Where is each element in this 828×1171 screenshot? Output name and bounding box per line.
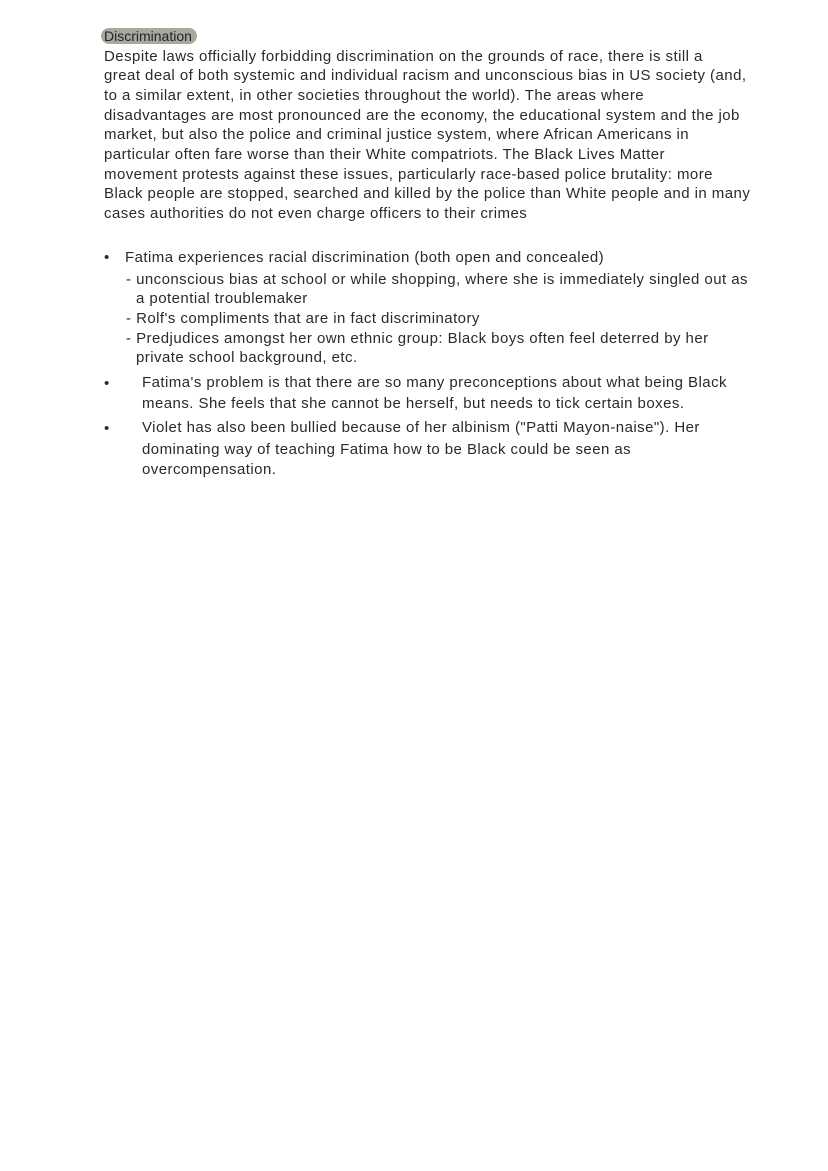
paragraph-line: market, but also the police and criminal justice system, where African Americans in [104, 126, 690, 143]
paragraph-line: Despite laws officially forbidding discrimination on the grounds of race, there is still a [104, 48, 703, 65]
section-heading: Discrimination [101, 28, 197, 44]
paragraph-line: to a similar extent, in other societies throughout the world). The areas where [104, 87, 645, 104]
sub-item-text: private school background, etc. [136, 349, 358, 366]
list-item-text: overcompensation. [142, 461, 277, 478]
list-item-text: Fatima experiences racial discrimination (both open and concealed) [125, 249, 605, 266]
paragraph-line: disadvantages are most pronounced are the economy, the educational system and the job [104, 107, 740, 124]
list-item-text: Violet has also been bullied because of her albinism ("Patti Mayon-naise"). Her [142, 419, 700, 436]
bullet-icon: • [104, 249, 110, 266]
paragraph-line: movement protests against these issues, particularly race-based police brutality: more [104, 166, 713, 183]
sub-item-text: - Predjudices amongst her own ethnic group: Black boys often feel deterred by her [126, 330, 709, 347]
list-item-text: dominating way of teaching Fatima how to be Black could be seen as [142, 441, 632, 458]
list-item-text: means. She feels that she cannot be herself, but needs to tick certain boxes. [142, 395, 685, 412]
sub-item-text: - Rolf's compliments that are in fact discriminatory [126, 310, 480, 327]
paragraph-line: particular often fare worse than their White compatriots. The Black Lives Matter [104, 146, 665, 163]
paragraph-line: cases authorities do not even charge officers to their crimes [104, 205, 528, 222]
paragraph-line: great deal of both systemic and individual racism and unconscious bias in US society (and, [104, 67, 747, 84]
sub-item-text: a potential troublemaker [136, 290, 308, 307]
paragraph-line: Black people are stopped, searched and killed by the police than White people and in many [104, 185, 751, 202]
list-item-text: Fatima's problem is that there are so many preconceptions about what being Black [142, 374, 727, 391]
sub-item-text: - unconscious bias at school or while shopping, where she is immediately singled out as [126, 271, 748, 288]
bullet-icon: • [104, 420, 110, 437]
bullet-icon: • [104, 375, 110, 392]
